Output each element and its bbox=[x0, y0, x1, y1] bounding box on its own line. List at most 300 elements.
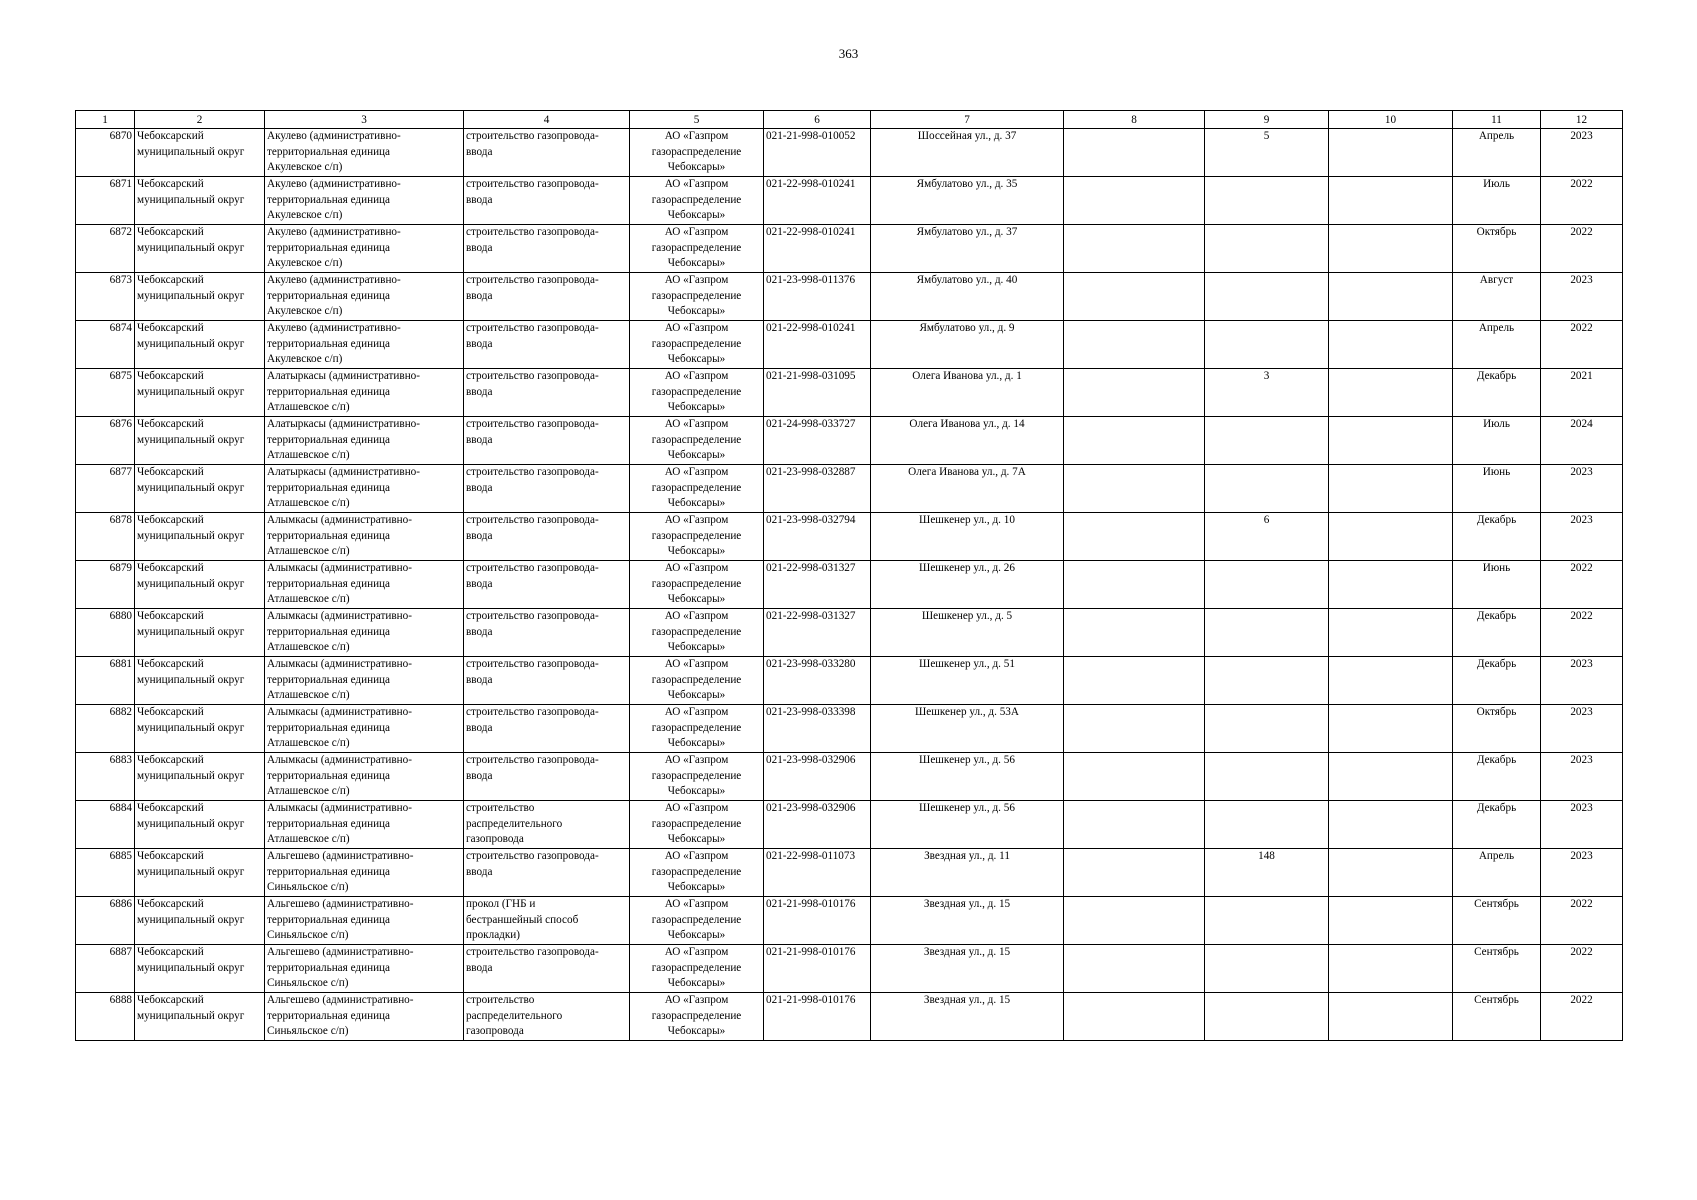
year-cell: 2022 bbox=[1541, 177, 1623, 225]
month-cell: Сентябрь bbox=[1453, 945, 1541, 993]
table-row bbox=[76, 801, 1623, 849]
column-8-cell bbox=[1064, 801, 1205, 849]
column-8-cell bbox=[1064, 513, 1205, 561]
cell-line: Чебоксарский bbox=[137, 130, 204, 142]
work-type-cell bbox=[464, 897, 630, 945]
cell-line: строительство газопровода- bbox=[466, 370, 599, 382]
application-number-cell: 021-23-998-033398 bbox=[764, 705, 871, 753]
year-cell: 2022 bbox=[1541, 225, 1623, 273]
cell-line: Чебоксарский bbox=[137, 802, 204, 814]
cell-line: муниципальный округ bbox=[137, 865, 245, 878]
settlement-cell bbox=[265, 321, 464, 369]
district-cell bbox=[135, 465, 265, 513]
row-number: 6873 bbox=[76, 273, 135, 321]
organization-cell bbox=[630, 177, 764, 225]
cell-line: прокладки) bbox=[466, 929, 520, 941]
cell-line: газопровода bbox=[466, 833, 524, 845]
row-number: 6882 bbox=[76, 705, 135, 753]
cell-line: газораспределение bbox=[651, 913, 742, 926]
organization-cell bbox=[630, 321, 764, 369]
cell-line: муниципальный округ bbox=[137, 913, 245, 926]
cell-line: ввода bbox=[466, 385, 493, 398]
cell-line: Чебоксары» bbox=[667, 545, 726, 557]
cell-line: АО «Газпром bbox=[664, 754, 729, 766]
cell-line: Алатыркасы (административно- bbox=[267, 370, 420, 382]
column-8-cell bbox=[1064, 417, 1205, 465]
row-number: 6874 bbox=[76, 321, 135, 369]
row-number: 6880 bbox=[76, 609, 135, 657]
cell-line: Чебоксары» bbox=[667, 641, 726, 653]
cell-line: муниципальный округ bbox=[137, 721, 245, 734]
district-cell bbox=[135, 753, 265, 801]
year-cell: 2022 bbox=[1541, 945, 1623, 993]
cell-line: территориальная единица bbox=[267, 961, 391, 974]
settlement-cell bbox=[265, 225, 464, 273]
month-cell: Октябрь bbox=[1453, 225, 1541, 273]
column-10-cell bbox=[1329, 945, 1453, 993]
district-cell bbox=[135, 561, 265, 609]
cell-line: Чебоксары» bbox=[667, 401, 726, 413]
cell-line: Чебоксары» bbox=[667, 689, 726, 701]
year-cell: 2023 bbox=[1541, 849, 1623, 897]
cell-line: Атлашевское с/п) bbox=[267, 785, 350, 797]
cell-line: Алатыркасы (административно- bbox=[267, 418, 420, 430]
application-number-cell: 021-21-998-010176 bbox=[764, 993, 871, 1041]
work-type-cell bbox=[464, 705, 630, 753]
cell-line: Синьяльское с/п) bbox=[267, 977, 349, 989]
cell-line: строительство газопровода- bbox=[466, 322, 599, 334]
cell-line: Алымкасы (административно- bbox=[267, 514, 412, 526]
column-header: 4 bbox=[464, 111, 630, 129]
cell-line: Чебоксары» bbox=[667, 881, 726, 893]
cell-line: АО «Газпром bbox=[664, 130, 729, 142]
work-type-cell bbox=[464, 993, 630, 1041]
cell-line: строительство газопровода- bbox=[466, 130, 599, 142]
cell-line: АО «Газпром bbox=[664, 850, 729, 862]
application-number-cell: 021-24-998-033727 bbox=[764, 417, 871, 465]
column-10-cell bbox=[1329, 225, 1453, 273]
cell-line: Алымкасы (административно- bbox=[267, 658, 412, 670]
work-type-cell bbox=[464, 225, 630, 273]
column-header: 11 bbox=[1453, 111, 1541, 129]
cell-line: Атлашевское с/п) bbox=[267, 545, 350, 557]
cell-line: Акулево (административно- bbox=[267, 322, 401, 334]
column-8-cell bbox=[1064, 561, 1205, 609]
column-8-cell bbox=[1064, 177, 1205, 225]
column-9-cell: 5 bbox=[1205, 129, 1329, 177]
application-number-cell: 021-22-998-010241 bbox=[764, 321, 871, 369]
settlement-cell bbox=[265, 369, 464, 417]
cell-line: территориальная единица bbox=[267, 337, 391, 350]
row-number: 6883 bbox=[76, 753, 135, 801]
cell-line: муниципальный округ bbox=[137, 337, 245, 350]
cell-line: АО «Газпром bbox=[664, 226, 729, 238]
cell-line: Чебоксары» bbox=[667, 449, 726, 461]
table-row bbox=[76, 561, 1623, 609]
column-header: 2 bbox=[135, 111, 265, 129]
cell-line: территориальная единица bbox=[267, 865, 391, 878]
cell-line: Чебоксарский bbox=[137, 466, 204, 478]
organization-cell bbox=[630, 417, 764, 465]
district-cell bbox=[135, 897, 265, 945]
application-number-cell: 021-21-998-010052 bbox=[764, 129, 871, 177]
cell-line: газораспределение bbox=[651, 481, 742, 494]
address-cell: Ямбулатово ул., д. 35 bbox=[871, 177, 1064, 225]
cell-line: газораспределение bbox=[651, 577, 742, 590]
settlement-cell bbox=[265, 609, 464, 657]
column-8-cell bbox=[1064, 705, 1205, 753]
cell-line: ввода bbox=[466, 769, 493, 782]
work-type-cell bbox=[464, 849, 630, 897]
table-row bbox=[76, 609, 1623, 657]
district-cell bbox=[135, 129, 265, 177]
cell-line: АО «Газпром bbox=[664, 370, 729, 382]
cell-line: газораспределение bbox=[651, 865, 742, 878]
cell-line: Чебоксары» bbox=[667, 497, 726, 509]
cell-line: строительство газопровода- bbox=[466, 274, 599, 286]
cell-line: строительство газопровода- bbox=[466, 562, 599, 574]
district-cell bbox=[135, 417, 265, 465]
column-10-cell bbox=[1329, 705, 1453, 753]
cell-line: Алымкасы (административно- bbox=[267, 562, 412, 574]
application-number-cell: 021-23-998-011376 bbox=[764, 273, 871, 321]
column-header: 1 bbox=[76, 111, 135, 129]
column-10-cell bbox=[1329, 561, 1453, 609]
cell-line: Атлашевское с/п) bbox=[267, 593, 350, 605]
column-10-cell bbox=[1329, 129, 1453, 177]
cell-line: строительство газопровода- bbox=[466, 466, 599, 478]
work-type-cell bbox=[464, 801, 630, 849]
cell-line: АО «Газпром bbox=[664, 946, 729, 958]
cell-line: муниципальный округ bbox=[137, 289, 245, 302]
row-number: 6872 bbox=[76, 225, 135, 273]
cell-line: территориальная единица bbox=[267, 817, 391, 830]
cell-line: муниципальный округ bbox=[137, 1009, 245, 1022]
cell-line: газораспределение bbox=[651, 721, 742, 734]
cell-line: муниципальный округ bbox=[137, 769, 245, 782]
year-cell: 2022 bbox=[1541, 993, 1623, 1041]
table-row bbox=[76, 177, 1623, 225]
table-row bbox=[76, 993, 1623, 1041]
cell-line: газораспределение bbox=[651, 961, 742, 974]
column-header: 12 bbox=[1541, 111, 1623, 129]
cell-line: Атлашевское с/п) bbox=[267, 689, 350, 701]
row-number: 6871 bbox=[76, 177, 135, 225]
cell-line: строительство газопровода- bbox=[466, 514, 599, 526]
address-cell: Ямбулатово ул., д. 40 bbox=[871, 273, 1064, 321]
address-cell: Шешкенер ул., д. 53А bbox=[871, 705, 1064, 753]
column-header: 6 bbox=[764, 111, 871, 129]
column-8-cell bbox=[1064, 993, 1205, 1041]
settlement-cell bbox=[265, 753, 464, 801]
cell-line: АО «Газпром bbox=[664, 658, 729, 670]
cell-line: строительство газопровода- bbox=[466, 754, 599, 766]
cell-line: Чебоксары» bbox=[667, 209, 726, 221]
cell-line: Чебоксарский bbox=[137, 994, 204, 1006]
cell-line: муниципальный округ bbox=[137, 241, 245, 254]
month-cell: Декабрь bbox=[1453, 609, 1541, 657]
district-cell bbox=[135, 609, 265, 657]
district-cell bbox=[135, 321, 265, 369]
row-number: 6879 bbox=[76, 561, 135, 609]
settlement-cell bbox=[265, 945, 464, 993]
year-cell: 2022 bbox=[1541, 561, 1623, 609]
district-cell bbox=[135, 225, 265, 273]
column-8-cell bbox=[1064, 369, 1205, 417]
cell-line: газораспределение bbox=[651, 193, 742, 206]
column-10-cell bbox=[1329, 177, 1453, 225]
table-row bbox=[76, 945, 1623, 993]
cell-line: территориальная единица bbox=[267, 1009, 391, 1022]
cell-line: Атлашевское с/п) bbox=[267, 401, 350, 413]
organization-cell bbox=[630, 753, 764, 801]
cell-line: ввода bbox=[466, 865, 493, 878]
column-9-cell bbox=[1205, 609, 1329, 657]
year-cell: 2023 bbox=[1541, 513, 1623, 561]
district-cell bbox=[135, 993, 265, 1041]
application-number-cell: 021-23-998-032906 bbox=[764, 801, 871, 849]
year-cell: 2022 bbox=[1541, 609, 1623, 657]
cell-line: территориальная единица bbox=[267, 145, 391, 158]
cell-line: Атлашевское с/п) bbox=[267, 449, 350, 461]
cell-line: территориальная единица bbox=[267, 433, 391, 446]
cell-line: Чебоксарский bbox=[137, 898, 204, 910]
cell-line: муниципальный округ bbox=[137, 961, 245, 974]
column-10-cell bbox=[1329, 897, 1453, 945]
cell-line: Альгешево (административно- bbox=[267, 946, 414, 958]
cell-line: муниципальный округ bbox=[137, 145, 245, 158]
cell-line: строительство газопровода- bbox=[466, 850, 599, 862]
month-cell: Апрель bbox=[1453, 129, 1541, 177]
column-9-cell bbox=[1205, 993, 1329, 1041]
column-8-cell bbox=[1064, 657, 1205, 705]
column-10-cell bbox=[1329, 609, 1453, 657]
settlement-cell bbox=[265, 417, 464, 465]
cell-line: Чебоксары» bbox=[667, 353, 726, 365]
cell-line: АО «Газпром bbox=[664, 802, 729, 814]
column-8-cell bbox=[1064, 321, 1205, 369]
organization-cell bbox=[630, 129, 764, 177]
column-9-cell bbox=[1205, 945, 1329, 993]
table-row bbox=[76, 465, 1623, 513]
cell-line: Чебоксарский bbox=[137, 370, 204, 382]
cell-line: территориальная единица bbox=[267, 577, 391, 590]
cell-line: Акулево (административно- bbox=[267, 130, 401, 142]
application-number-cell: 021-22-998-011073 bbox=[764, 849, 871, 897]
cell-line: ввода bbox=[466, 433, 493, 446]
year-cell: 2023 bbox=[1541, 129, 1623, 177]
cell-line: строительство газопровода- bbox=[466, 706, 599, 718]
cell-line: Чебоксарский bbox=[137, 754, 204, 766]
cell-line: распределительного bbox=[466, 1009, 563, 1022]
district-cell bbox=[135, 513, 265, 561]
cell-line: Альгешево (административно- bbox=[267, 994, 414, 1006]
column-8-cell bbox=[1064, 129, 1205, 177]
address-cell: Шешкенер ул., д. 51 bbox=[871, 657, 1064, 705]
cell-line: муниципальный округ bbox=[137, 625, 245, 638]
cell-line: Атлашевское с/п) bbox=[267, 497, 350, 509]
cell-line: Чебоксары» bbox=[667, 785, 726, 797]
cell-line: Алымкасы (административно- bbox=[267, 610, 412, 622]
cell-line: Чебоксарский bbox=[137, 274, 204, 286]
row-number: 6877 bbox=[76, 465, 135, 513]
column-9-cell bbox=[1205, 225, 1329, 273]
cell-line: муниципальный округ bbox=[137, 385, 245, 398]
cell-line: Акулево (административно- bbox=[267, 226, 401, 238]
column-9-cell bbox=[1205, 321, 1329, 369]
month-cell: Апрель bbox=[1453, 849, 1541, 897]
year-cell: 2023 bbox=[1541, 273, 1623, 321]
work-type-cell bbox=[464, 369, 630, 417]
column-8-cell bbox=[1064, 945, 1205, 993]
work-type-cell bbox=[464, 513, 630, 561]
cell-line: Чебоксарский bbox=[137, 658, 204, 670]
address-cell: Звездная ул., д. 15 bbox=[871, 897, 1064, 945]
cell-line: Альгешево (административно- bbox=[267, 898, 414, 910]
cell-line: Акулевское с/п) bbox=[267, 161, 343, 173]
cell-line: ввода bbox=[466, 481, 493, 494]
cell-line: Алатыркасы (административно- bbox=[267, 466, 420, 478]
district-cell bbox=[135, 273, 265, 321]
row-number: 6881 bbox=[76, 657, 135, 705]
cell-line: АО «Газпром bbox=[664, 466, 729, 478]
cell-line: Синьяльское с/п) bbox=[267, 1025, 349, 1037]
cell-line: газораспределение bbox=[651, 337, 742, 350]
cell-line: Акулевское с/п) bbox=[267, 209, 343, 221]
column-10-cell bbox=[1329, 801, 1453, 849]
address-cell: Шешкенер ул., д. 56 bbox=[871, 753, 1064, 801]
cell-line: газораспределение bbox=[651, 817, 742, 830]
address-cell: Звездная ул., д. 15 bbox=[871, 945, 1064, 993]
work-type-cell bbox=[464, 177, 630, 225]
cell-line: муниципальный округ bbox=[137, 817, 245, 830]
month-cell: Декабрь bbox=[1453, 657, 1541, 705]
registry-table bbox=[75, 110, 1623, 1041]
column-8-cell bbox=[1064, 849, 1205, 897]
cell-line: Чебоксарский bbox=[137, 322, 204, 334]
cell-line: ввода bbox=[466, 577, 493, 590]
organization-cell bbox=[630, 657, 764, 705]
table-row bbox=[76, 897, 1623, 945]
cell-line: АО «Газпром bbox=[664, 706, 729, 718]
organization-cell bbox=[630, 513, 764, 561]
settlement-cell bbox=[265, 465, 464, 513]
column-9-cell bbox=[1205, 177, 1329, 225]
column-10-cell bbox=[1329, 753, 1453, 801]
column-8-cell bbox=[1064, 465, 1205, 513]
column-10-cell bbox=[1329, 657, 1453, 705]
cell-line: Чебоксары» bbox=[667, 161, 726, 173]
application-number-cell: 021-22-998-031327 bbox=[764, 561, 871, 609]
cell-line: Чебоксарский bbox=[137, 226, 204, 238]
cell-line: ввода bbox=[466, 673, 493, 686]
address-cell: Олега Иванова ул., д. 7А bbox=[871, 465, 1064, 513]
district-cell bbox=[135, 705, 265, 753]
cell-line: территориальная единица bbox=[267, 385, 391, 398]
month-cell: Декабрь bbox=[1453, 753, 1541, 801]
cell-line: Акулево (административно- bbox=[267, 178, 401, 190]
cell-line: ввода bbox=[466, 961, 493, 974]
cell-line: бестраншейный способ bbox=[466, 913, 579, 926]
organization-cell bbox=[630, 993, 764, 1041]
row-number: 6876 bbox=[76, 417, 135, 465]
month-cell: Июнь bbox=[1453, 561, 1541, 609]
cell-line: строительство газопровода- bbox=[466, 610, 599, 622]
cell-line: ввода bbox=[466, 289, 493, 302]
month-cell: Сентябрь bbox=[1453, 897, 1541, 945]
row-number: 6875 bbox=[76, 369, 135, 417]
column-10-cell bbox=[1329, 369, 1453, 417]
work-type-cell bbox=[464, 561, 630, 609]
cell-line: газораспределение bbox=[651, 529, 742, 542]
cell-line: Чебоксары» bbox=[667, 305, 726, 317]
settlement-cell bbox=[265, 561, 464, 609]
address-cell: Шешкенер ул., д. 56 bbox=[871, 801, 1064, 849]
row-number: 6870 bbox=[76, 129, 135, 177]
cell-line: газораспределение bbox=[651, 1009, 742, 1022]
cell-line: муниципальный округ bbox=[137, 673, 245, 686]
column-10-cell bbox=[1329, 849, 1453, 897]
district-cell bbox=[135, 369, 265, 417]
cell-line: ввода bbox=[466, 145, 493, 158]
address-cell: Ямбулатово ул., д. 9 bbox=[871, 321, 1064, 369]
row-number: 6878 bbox=[76, 513, 135, 561]
cell-line: Атлашевское с/п) bbox=[267, 737, 350, 749]
address-cell: Олега Иванова ул., д. 14 bbox=[871, 417, 1064, 465]
cell-line: газораспределение bbox=[651, 241, 742, 254]
column-8-cell bbox=[1064, 609, 1205, 657]
table-row bbox=[76, 417, 1623, 465]
column-10-cell bbox=[1329, 417, 1453, 465]
cell-line: Чебоксары» bbox=[667, 833, 726, 845]
address-cell: Шоссейная ул., д. 37 bbox=[871, 129, 1064, 177]
row-number: 6886 bbox=[76, 897, 135, 945]
district-cell bbox=[135, 801, 265, 849]
cell-line: Акулевское с/п) bbox=[267, 353, 343, 365]
column-10-cell bbox=[1329, 993, 1453, 1041]
settlement-cell bbox=[265, 513, 464, 561]
organization-cell bbox=[630, 705, 764, 753]
cell-line: Синьяльское с/п) bbox=[267, 881, 349, 893]
cell-line: строительство газопровода- bbox=[466, 946, 599, 958]
cell-line: ввода bbox=[466, 625, 493, 638]
column-9-cell bbox=[1205, 657, 1329, 705]
work-type-cell bbox=[464, 273, 630, 321]
column-10-cell bbox=[1329, 513, 1453, 561]
table-body bbox=[76, 129, 1623, 1041]
month-cell: Июнь bbox=[1453, 465, 1541, 513]
address-cell: Олега Иванова ул., д. 1 bbox=[871, 369, 1064, 417]
address-cell: Ямбулатово ул., д. 37 bbox=[871, 225, 1064, 273]
cell-line: строительство газопровода- bbox=[466, 658, 599, 670]
table-row bbox=[76, 657, 1623, 705]
column-10-cell bbox=[1329, 321, 1453, 369]
district-cell bbox=[135, 945, 265, 993]
cell-line: ввода bbox=[466, 193, 493, 206]
application-number-cell: 021-23-998-032887 bbox=[764, 465, 871, 513]
cell-line: строительство bbox=[466, 802, 535, 814]
application-number-cell: 021-23-998-032906 bbox=[764, 753, 871, 801]
year-cell: 2023 bbox=[1541, 705, 1623, 753]
column-header: 9 bbox=[1205, 111, 1329, 129]
cell-line: Чебоксарский bbox=[137, 178, 204, 190]
address-cell: Звездная ул., д. 15 bbox=[871, 993, 1064, 1041]
table-row bbox=[76, 273, 1623, 321]
settlement-cell bbox=[265, 705, 464, 753]
table-row bbox=[76, 225, 1623, 273]
month-cell: Июль bbox=[1453, 417, 1541, 465]
table-row bbox=[76, 129, 1623, 177]
